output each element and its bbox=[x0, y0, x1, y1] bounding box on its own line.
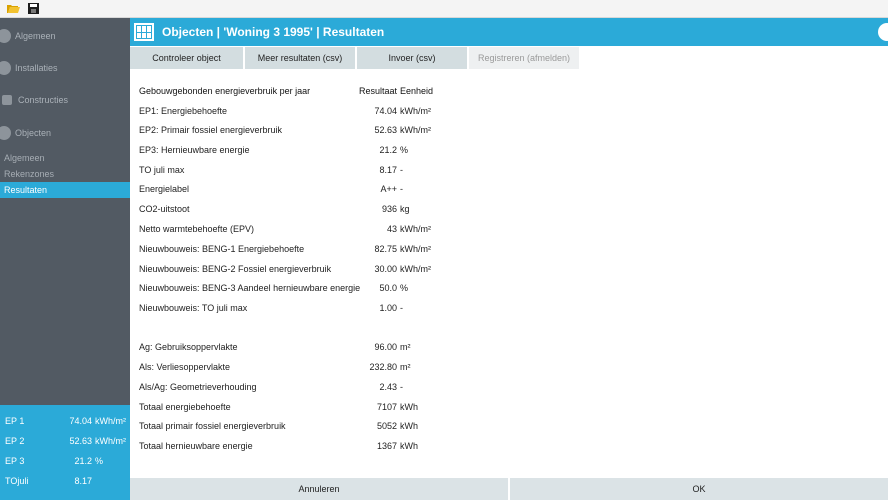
sidebar bbox=[0, 18, 130, 500]
circle-icon bbox=[0, 61, 11, 75]
folder-open-icon[interactable] bbox=[6, 2, 20, 16]
row-value: 1.00 bbox=[379, 303, 397, 313]
building-icon bbox=[134, 23, 154, 41]
sidebar-subitem-label: Resultaten bbox=[4, 185, 48, 195]
row-value: 74.04 bbox=[374, 106, 397, 116]
row-unit: kWh/m² bbox=[400, 244, 431, 254]
ep-value: 8.17 bbox=[74, 476, 92, 486]
row-label: Totaal primair fossiel energieverbruik bbox=[139, 421, 286, 431]
table-row bbox=[130, 378, 888, 396]
tab-meer-resultaten[interactable] bbox=[245, 47, 355, 69]
sidebar-item-label: Objecten bbox=[15, 128, 52, 138]
table-row bbox=[130, 240, 888, 258]
row-value: 82.75 bbox=[374, 244, 397, 254]
sidebar-item-label: Installaties bbox=[15, 63, 58, 73]
circle-icon bbox=[0, 126, 11, 140]
row-unit: kg bbox=[400, 204, 410, 214]
ep-summary-panel bbox=[0, 405, 130, 500]
ep-value: 21.2 bbox=[74, 456, 92, 466]
row-value: 52.63 bbox=[374, 125, 397, 135]
page-header bbox=[130, 18, 888, 46]
tab-label: Meer resultaten (csv) bbox=[257, 53, 343, 63]
ep-unit: kWh/m² bbox=[95, 436, 126, 446]
sidebar-item-label: Algemeen bbox=[15, 31, 56, 41]
results-table bbox=[130, 70, 888, 478]
table-row bbox=[130, 338, 888, 356]
help-icon[interactable] bbox=[878, 23, 888, 41]
tab-registreren bbox=[469, 47, 579, 69]
row-unit: - bbox=[400, 303, 403, 313]
row-value: 2.43 bbox=[379, 382, 397, 392]
row-unit: kWh/m² bbox=[400, 224, 431, 234]
ep-unit: kWh/m² bbox=[95, 416, 126, 426]
row-value: 232.80 bbox=[369, 362, 397, 372]
row-value: 7107 bbox=[376, 402, 397, 412]
row-value: 96.00 bbox=[374, 342, 397, 352]
table-row bbox=[130, 279, 888, 297]
table-row bbox=[130, 220, 888, 238]
row-label: Ag: Gebruiksoppervlakte bbox=[139, 342, 238, 352]
row-unit: - bbox=[400, 165, 403, 175]
row-label: Energielabel bbox=[139, 184, 190, 194]
sidebar-item-label: Constructies bbox=[18, 95, 69, 105]
ok-button[interactable] bbox=[510, 478, 888, 500]
tab-bar bbox=[130, 46, 888, 70]
ep-key: EP 3 bbox=[5, 456, 25, 466]
row-value: 1367 bbox=[376, 441, 397, 451]
row-value: 936 bbox=[381, 204, 397, 214]
row-label: Nieuwbouweis: TO juli max bbox=[139, 303, 248, 313]
row-label: Totaal hernieuwbare energie bbox=[139, 441, 253, 451]
square-icon bbox=[2, 95, 12, 105]
cancel-button[interactable] bbox=[130, 478, 508, 500]
page-title: Objecten | 'Woning 3 1995' | Resultaten bbox=[162, 25, 385, 39]
save-disk-icon[interactable] bbox=[26, 2, 40, 16]
sidebar-item-algemeen[interactable] bbox=[0, 20, 130, 52]
row-label: EP2: Primair fossiel energieverbruik bbox=[139, 125, 283, 135]
row-value: 30.00 bbox=[374, 264, 397, 274]
ep-summary-row bbox=[0, 451, 130, 471]
table-row bbox=[130, 200, 888, 218]
ep-summary-row bbox=[0, 431, 130, 451]
ep-key: TOjuli bbox=[5, 476, 29, 486]
table-row bbox=[130, 260, 888, 278]
row-value: A++ bbox=[380, 184, 397, 194]
cancel-button-label: Annuleren bbox=[298, 484, 340, 494]
sidebar-subitem-algemeen[interactable] bbox=[0, 150, 130, 166]
row-unit: % bbox=[400, 283, 409, 293]
tab-label: Registreren (afmelden) bbox=[477, 53, 571, 63]
row-unit: % bbox=[400, 145, 409, 155]
row-unit: - bbox=[400, 184, 403, 194]
row-unit: m² bbox=[400, 362, 411, 372]
row-value: 21.2 bbox=[379, 145, 397, 155]
table-row bbox=[130, 299, 888, 317]
ep-summary-row bbox=[0, 471, 130, 491]
row-label: Als/Ag: Geometrieverhouding bbox=[139, 382, 257, 392]
table-header bbox=[130, 82, 888, 100]
ep-key: EP 2 bbox=[5, 436, 25, 446]
row-label: TO juli max bbox=[139, 165, 185, 175]
row-label: EP3: Hernieuwbare energie bbox=[139, 145, 250, 155]
row-unit: m² bbox=[400, 342, 411, 352]
sidebar-item-objecten[interactable] bbox=[0, 117, 130, 149]
sidebar-subitem-label: Rekenzones bbox=[4, 169, 55, 179]
row-value: 43 bbox=[386, 224, 397, 234]
tab-label: Controleer object bbox=[152, 53, 221, 63]
row-label: EP1: Energiebehoefte bbox=[139, 106, 228, 116]
row-value: 50.0 bbox=[379, 283, 397, 293]
row-label: Netto warmtebehoefte (EPV) bbox=[139, 224, 255, 234]
ep-unit: % bbox=[95, 456, 104, 466]
table-row bbox=[130, 121, 888, 139]
sidebar-subitem-rekenzones[interactable] bbox=[0, 166, 130, 182]
row-unit: kWh bbox=[400, 402, 418, 412]
row-label: Nieuwbouweis: BENG-1 Energiebehoefte bbox=[139, 244, 305, 254]
column-header-label: Gebouwgebonden energieverbruik per jaar bbox=[139, 86, 311, 96]
row-label: Als: Verliesoppervlakte bbox=[139, 362, 231, 372]
row-unit: - bbox=[400, 382, 403, 392]
table-row bbox=[130, 161, 888, 179]
row-unit: kWh/m² bbox=[400, 106, 431, 116]
tab-controleer-object[interactable] bbox=[130, 47, 243, 69]
tab-label: Invoer (csv) bbox=[388, 53, 436, 63]
row-unit: kWh/m² bbox=[400, 264, 431, 274]
row-unit: kWh bbox=[400, 441, 418, 451]
table-row bbox=[130, 141, 888, 159]
ep-value: 74.04 bbox=[69, 416, 92, 426]
table-row bbox=[130, 417, 888, 435]
row-label: Nieuwbouweis: BENG-2 Fossiel energieverbruik bbox=[139, 264, 332, 274]
ok-button-label: OK bbox=[692, 484, 706, 494]
sidebar-subitem-resultaten[interactable] bbox=[0, 182, 130, 198]
circle-icon bbox=[0, 29, 11, 43]
tab-invoer-csv[interactable] bbox=[357, 47, 467, 69]
sidebar-item-constructies[interactable] bbox=[0, 84, 130, 116]
row-label: Totaal energiebehoefte bbox=[139, 402, 231, 412]
ep-key: EP 1 bbox=[5, 416, 25, 426]
table-row bbox=[130, 398, 888, 416]
column-header-unit: Eenheid bbox=[400, 86, 434, 96]
ep-value: 52.63 bbox=[69, 436, 92, 446]
table-row bbox=[130, 102, 888, 120]
table-row bbox=[130, 437, 888, 455]
table-row bbox=[130, 358, 888, 376]
row-unit: kWh/m² bbox=[400, 125, 431, 135]
column-header-value: Resultaat bbox=[358, 86, 397, 96]
table-row bbox=[130, 180, 888, 198]
row-label: CO2-uitstoot bbox=[139, 204, 190, 214]
row-unit: kWh bbox=[400, 421, 418, 431]
sidebar-subitem-label: Algemeen bbox=[4, 153, 45, 163]
top-toolbar bbox=[0, 0, 888, 18]
ep-summary-row bbox=[0, 411, 130, 431]
row-label: Nieuwbouweis: BENG-3 Aandeel hernieuwbare energie bbox=[139, 283, 361, 293]
dialog-button-bar bbox=[130, 478, 888, 500]
sidebar-item-installaties[interactable] bbox=[0, 52, 130, 84]
row-value: 5052 bbox=[376, 421, 397, 431]
row-value: 8.17 bbox=[379, 165, 397, 175]
